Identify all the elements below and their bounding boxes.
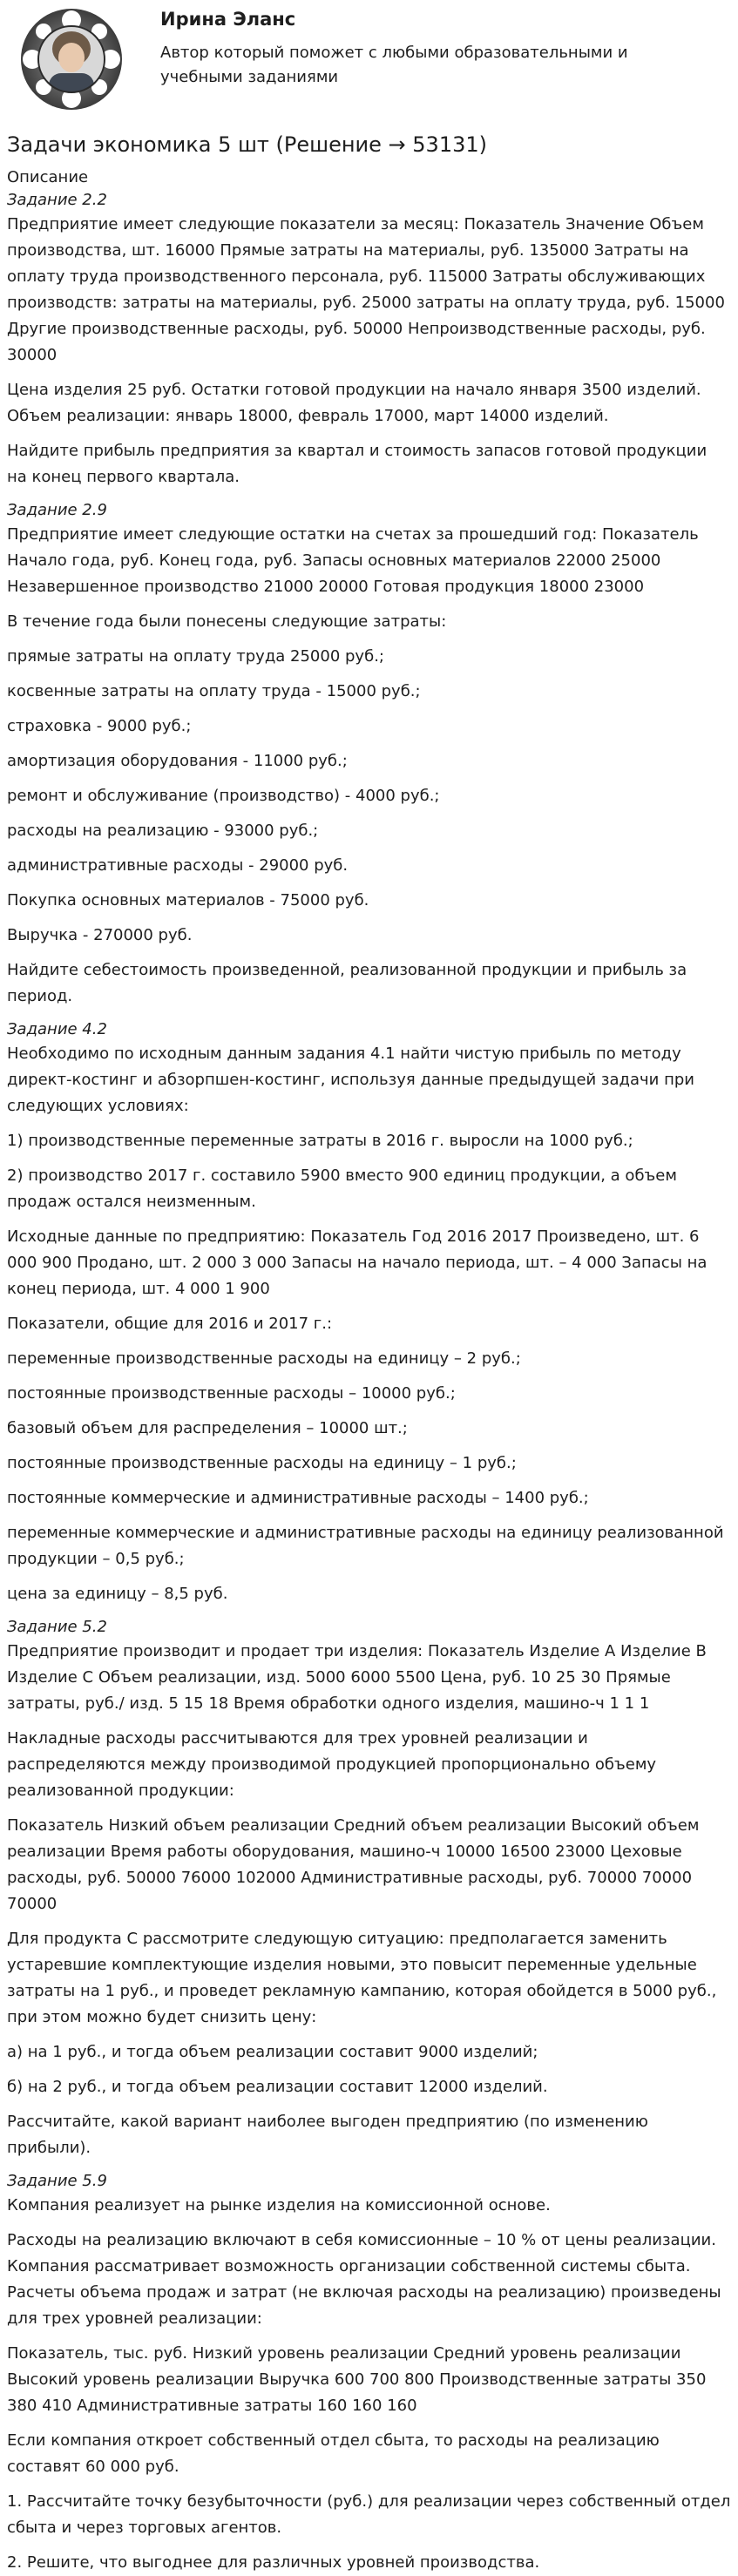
task-title: Задание 2.2 — [7, 191, 107, 209]
task-paragraph: переменные производственные расходы на единицу – 2 руб.; — [7, 1349, 521, 1368]
task-title: Задание 5.2 — [7, 1618, 107, 1636]
task-paragraph: 2. Решите, что выгоднее для различных уровней производства. — [7, 2553, 540, 2572]
task-paragraph: Найдите прибыль предприятия за квартал и стоимость запасов готовой продукции на конец первого квартала. — [7, 442, 708, 486]
task-paragraph: страховка - 9000 руб.; — [7, 717, 192, 735]
author-header — [0, 0, 738, 120]
main-content — [0, 132, 738, 2576]
task-paragraph: Выручка - 270000 руб. — [7, 926, 193, 944]
task-paragraph: косвенные затраты на оплату труда - 15000 руб.; — [7, 682, 421, 700]
task-paragraph: Предприятие имеет следующие остатки на счетах за прошедший год: Показатель Начало года, руб. Конец года, руб. Запасы основных материалов 22000 25000 Незавершенное производство 21000 20000 Готовая продукция 18000 23000 — [7, 525, 699, 596]
author-name[interactable]: Ирина Эланс — [160, 9, 296, 30]
task-paragraph: 1) производственные переменные затраты в 2016 г. выросли на 1000 руб.; — [7, 1132, 633, 1150]
task-paragraph: Предприятие производит и продает три изделия: Показатель Изделие A Изделие B Изделие C Объем реализации, изд. 5000 6000 5500 Цена, руб. 10 25 30 Прямые затраты, руб./ изд. 5 15 18 Время обработки одного изделия, машино-ч 1 1 1 — [7, 1642, 707, 1713]
description-label: Описание — [7, 168, 89, 186]
task-paragraph: постоянные производственные расходы – 10000 руб.; — [7, 1384, 456, 1403]
task-paragraph: В течение года были понесены следующие затраты: — [7, 612, 447, 631]
task-paragraph: а) на 1 руб., и тогда объем реализации составит 9000 изделий; — [7, 2043, 538, 2061]
task-title: Задание 2.9 — [7, 501, 107, 519]
task-paragraph: цена за единицу – 8,5 руб. — [7, 1585, 228, 1603]
author-description: Автор который поможет с любыми образовательными и учебными заданиями — [160, 44, 628, 86]
task-paragraph: Найдите себестоимость произведенной, реализованной продукции и прибыль за период. — [7, 961, 687, 1005]
task-section — [7, 189, 731, 490]
author-avatar[interactable] — [7, 7, 136, 112]
task-paragraph: Покупка основных материалов - 75000 руб. — [7, 891, 369, 909]
task-paragraph: Если компания откроет собственный отдел сбыта, то расходы на реализацию составят 60 000 руб. — [7, 2431, 660, 2476]
task-paragraph: прямые затраты на оплату труда 25000 руб.; — [7, 647, 384, 666]
task-paragraph: постоянные производственные расходы на единицу – 1 руб.; — [7, 1454, 517, 1472]
task-paragraph: базовый объем для распределения – 10000 шт.; — [7, 1419, 408, 1437]
task-paragraph: 1. Рассчитайте точку безубыточности (руб.) для реализации через собственный отдел сбыта и через торговых агентов. — [7, 2492, 731, 2537]
task-paragraph: переменные коммерческие и административные расходы на единицу реализованной продукции – 0,5 руб.; — [7, 1524, 724, 1568]
task-paragraph: Необходимо по исходным данным задания 4.1 найти чистую прибыль по методу директ-костинг и абзорпшен-костинг, используя данные предыдущей задачи при следующих условиях: — [7, 1045, 694, 1115]
task-title: Задание 4.2 — [7, 1020, 107, 1038]
task-section — [7, 2170, 731, 2576]
task-paragraph: Предприятие имеет следующие показатели за месяц: Показатель Значение Объем производства, шт. 16000 Прямые затраты на материалы, руб. 135000 Затраты на оплату труда производственного персонала, руб. 115000 Затраты обслуживающих производств: затраты на материалы, руб. 25000 затраты на оплату труда, руб. 15000 Другие производственные расходы, руб. 50000 Непроизводственные расходы, руб. 30000 — [7, 215, 725, 364]
task-paragraph: Показатели, общие для 2016 и 2017 г.: — [7, 1315, 333, 1333]
task-paragraph: 2) производство 2017 г. составило 5900 вместо 900 единиц продукции, а объем продаж остался неизменным. — [7, 1166, 677, 1211]
task-section — [7, 1018, 731, 1607]
task-paragraph: Компания реализует на рынке изделия на комиссионной основе. — [7, 2196, 551, 2214]
task-paragraph: ремонт и обслуживание (производство) - 4000 руб.; — [7, 787, 440, 805]
task-paragraph: амортизация оборудования - 11000 руб.; — [7, 752, 348, 770]
task-paragraph: постоянные коммерческие и административные расходы – 1400 руб.; — [7, 1489, 589, 1507]
task-paragraph: Для продукта С рассмотрите следующую ситуацию: предполагается заменить устаревшие комплектующие изделия новыми, это повысит переменные удельные затраты на 1 руб., и проведет рекламную кампанию, которая обойдется в 5000 руб., при этом можно будет снизить цену: — [7, 1930, 717, 2026]
task-paragraph: административные расходы - 29000 руб. — [7, 856, 349, 875]
task-paragraph: Показатель Низкий объем реализации Средний объем реализации Высокий объем реализации Время работы оборудования, машино-ч 10000 16500 23000 Цеховые расходы, руб. 50000 76000 102000 Административные расходы, руб. 70000 70000 70000 — [7, 1816, 700, 1913]
task-paragraph: Показатель, тыс. руб. Низкий уровень реализации Средний уровень реализации Высокий уровень реализации Выручка 600 700 800 Производственные затраты 350 380 410 Административные затраты 160 160 160 — [7, 2344, 707, 2415]
task-title: Задание 5.9 — [7, 2172, 107, 2190]
task-section — [7, 499, 731, 1010]
task-list — [7, 189, 731, 2576]
task-paragraph: б) на 2 руб., и тогда объем реализации составит 12000 изделий. — [7, 2078, 548, 2096]
task-paragraph: Расходы на реализацию включают в себя комиссионные – 10 % от цены реализации. Компания рассматривает возможность организации собственной системы сбыта. Расчеты объема продаж и затрат (не включая расходы на реализацию) произведены для трех уровней реализации: — [7, 2231, 721, 2328]
task-paragraph: расходы на реализацию - 93000 руб.; — [7, 821, 319, 840]
task-section — [7, 1616, 731, 2161]
task-paragraph: Накладные расходы рассчитываются для трех уровней реализации и распределяются между производимой продукцией пропорционально объему реализованной продукции: — [7, 1729, 657, 1800]
page-title: Задачи экономика 5 шт (Решение → 53131) — [7, 132, 487, 157]
task-paragraph: Рассчитайте, какой вариант наиболее выгоден предприятию (по изменению прибыли). — [7, 2113, 648, 2157]
task-paragraph: Цена изделия 25 руб. Остатки готовой продукции на начало января 3500 изделий. Объем реализации: январь 18000, февраль 17000, март 14000 изделий. — [7, 381, 701, 425]
film-reel-avatar-icon — [7, 7, 136, 112]
task-paragraph: Исходные данные по предприятию: Показатель Год 2016 2017 Произведено, шт. 6 000 900 Продано, шт. 2 000 3 000 Запасы на начало периода, шт. – 4 000 Запасы на конец периода, шт. 4 000 1 900 — [7, 1227, 708, 1298]
